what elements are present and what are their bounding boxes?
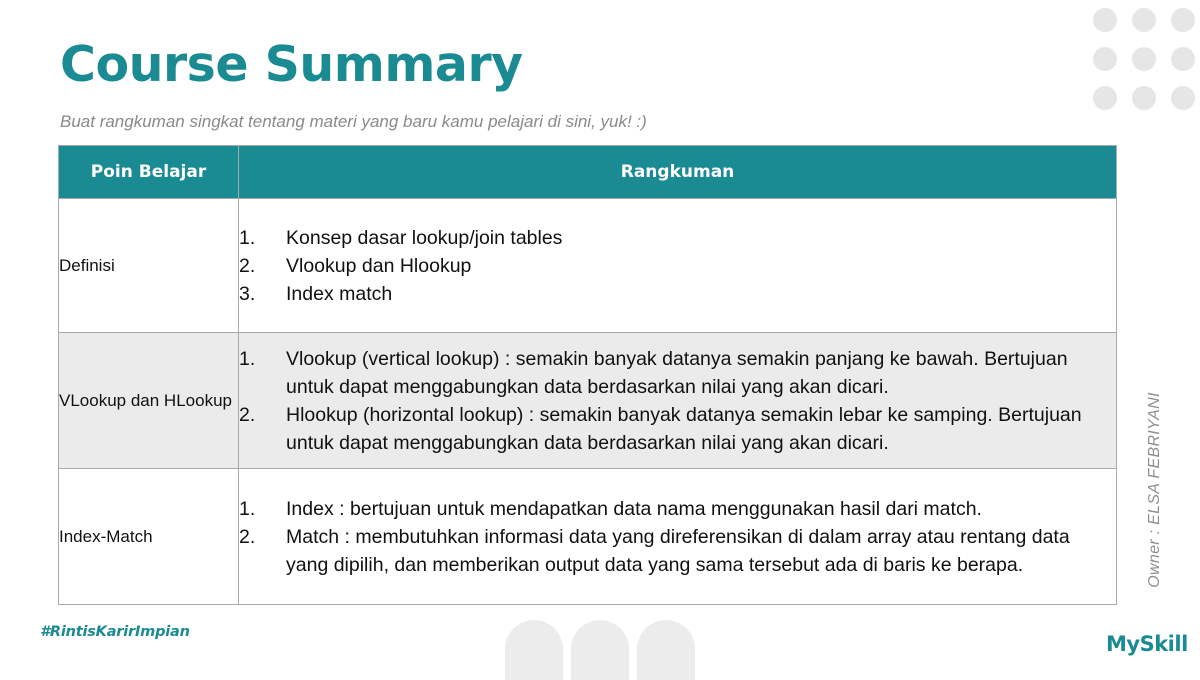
brand-logo: MySkill <box>1106 632 1188 656</box>
list-text: Vlookup (vertical lookup) : semakin banyak datanya semakin panjang ke bawah. Bertujuan untuk dapat menggabungkan data berdasarkan nilai yang akan dicari. <box>286 347 1068 398</box>
rangkuman-cell <box>239 333 1117 469</box>
list-number: 1. <box>239 497 256 520</box>
poin-cell: VLookup dan HLookup <box>59 333 239 469</box>
list-number: 2. <box>239 525 256 548</box>
list-text: Index : bertujuan untuk mendapatkan data nama menggunakan hasil dari match. <box>286 497 982 520</box>
column-header-rangkuman: Rangkuman <box>239 146 1117 199</box>
decorative-dot <box>1093 47 1117 71</box>
table-row <box>59 199 1117 333</box>
page-subtitle: Buat rangkuman singkat tentang materi yang baru kamu pelajari di sini, yuk! :) <box>60 112 647 131</box>
list-number: 2. <box>239 254 256 277</box>
rangkuman-cell <box>239 469 1117 605</box>
list-number: 1. <box>239 226 256 249</box>
summary-table <box>58 145 1117 605</box>
table-row <box>59 333 1117 469</box>
decorative-dot <box>1171 8 1195 32</box>
list-number: 3. <box>239 282 256 305</box>
poin-cell: Definisi <box>59 199 239 333</box>
list-item <box>239 280 1116 308</box>
list-item <box>239 224 1116 252</box>
hashtag-label: #RintisKarirImpian <box>40 624 190 640</box>
decorative-dot-grid <box>1093 8 1195 110</box>
summary-list <box>239 345 1116 457</box>
page-title: Course Summary <box>60 36 523 93</box>
summary-list <box>239 495 1116 579</box>
decorative-arch <box>571 620 629 680</box>
list-text: Match : membutuhkan informasi data yang direferensikan di dalam array atau rentang data yang dipilih, dan memberikan output data yang sama tersebut ada di baris ke berapa. <box>286 525 1070 576</box>
decorative-dot <box>1132 86 1156 110</box>
decorative-dot <box>1093 86 1117 110</box>
list-number: 2. <box>239 403 256 426</box>
decorative-arches <box>505 620 695 675</box>
table-row <box>59 469 1117 605</box>
list-text: Hlookup (horizontal lookup) : semakin banyak datanya semakin lebar ke samping. Bertujuan untuk dapat menggabungkan data berdasarkan nilai yang akan dicari. <box>286 403 1082 454</box>
list-text: Index match <box>286 282 393 305</box>
list-item <box>239 495 1116 523</box>
list-item <box>239 345 1116 401</box>
list-text: Vlookup dan Hlookup <box>286 254 472 277</box>
decorative-arch <box>637 620 695 680</box>
decorative-dot <box>1171 86 1195 110</box>
owner-label: Owner : ELSA FEBRIYANI <box>1146 392 1163 588</box>
list-item <box>239 252 1116 280</box>
list-item <box>239 523 1116 579</box>
decorative-dot <box>1132 47 1156 71</box>
rangkuman-cell <box>239 199 1117 333</box>
list-text: Konsep dasar lookup/join tables <box>286 226 563 249</box>
table-header-row <box>59 146 1117 199</box>
list-number: 1. <box>239 347 256 370</box>
column-header-poin-belajar: Poin Belajar <box>59 146 239 199</box>
decorative-dot <box>1132 8 1156 32</box>
decorative-arch <box>505 620 563 680</box>
summary-list <box>239 224 1116 308</box>
decorative-dot <box>1093 8 1117 32</box>
poin-cell: Index-Match <box>59 469 239 605</box>
list-item <box>239 401 1116 457</box>
decorative-dot <box>1171 47 1195 71</box>
